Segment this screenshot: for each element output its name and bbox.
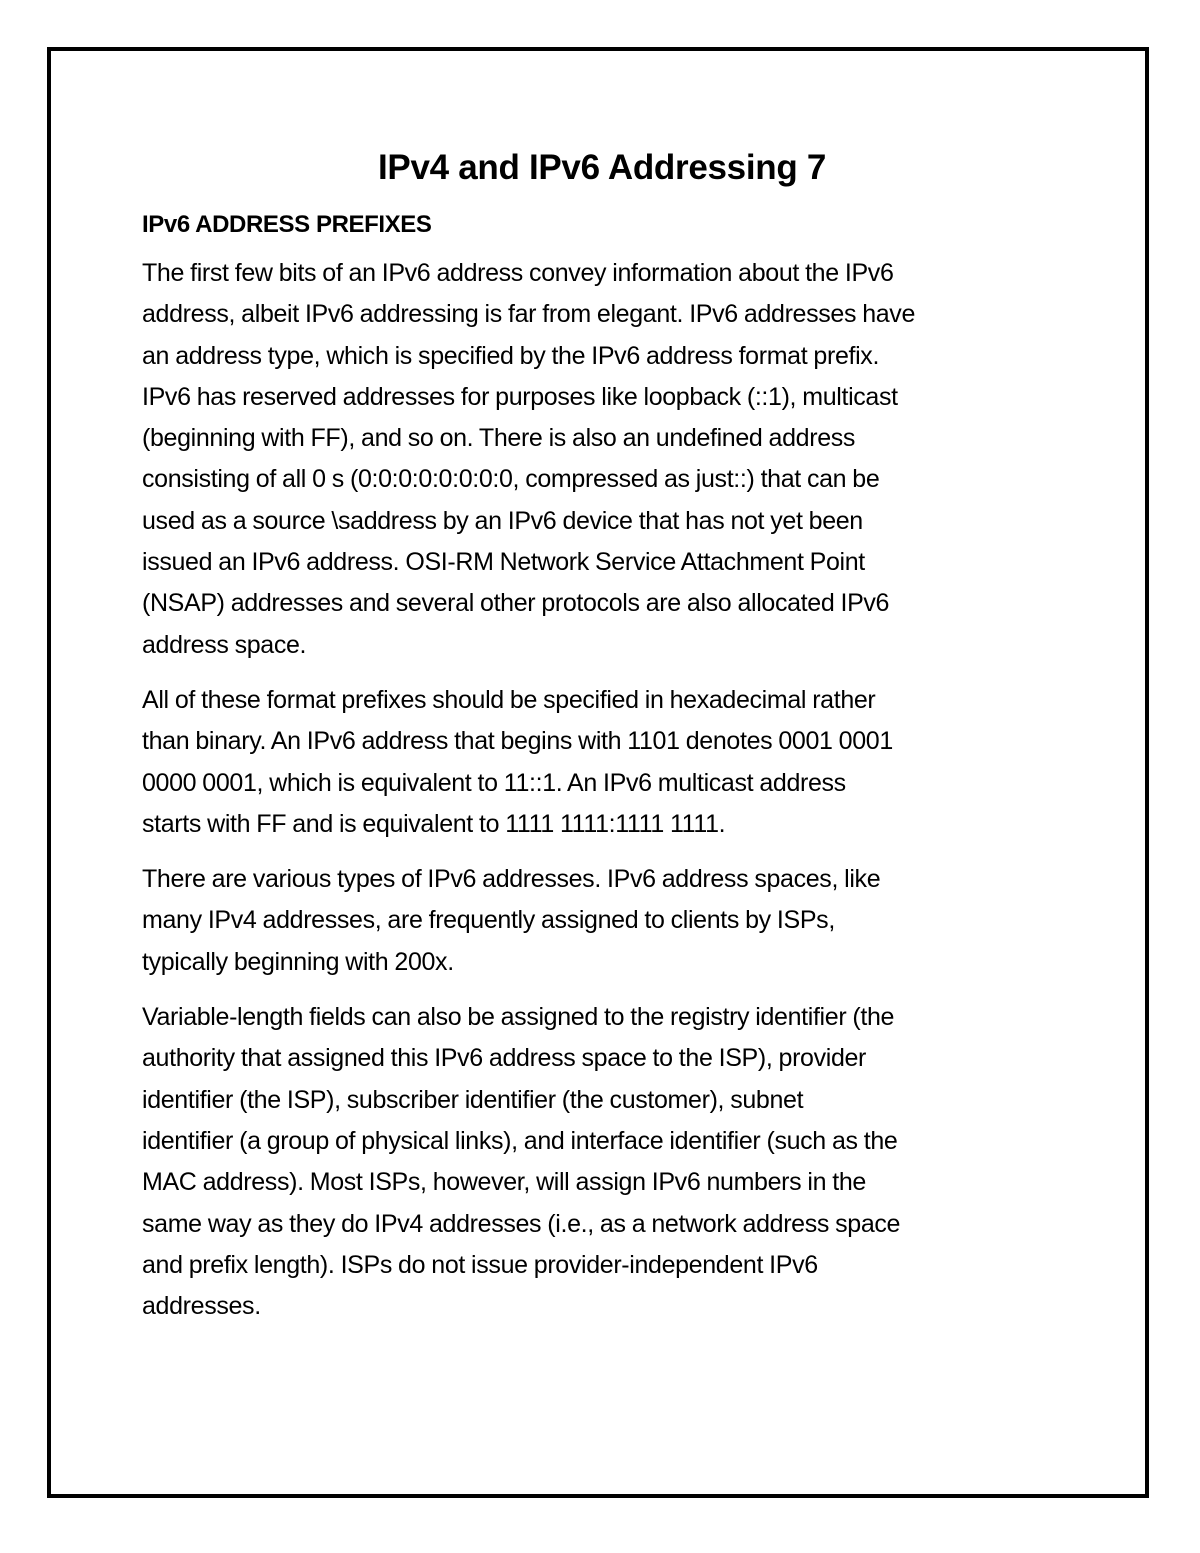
- text-line: All of these format prefixes should be specified in hexadecimal rather: [142, 685, 876, 714]
- text-line: There are various types of IPv6 addresses. IPv6 address spaces, like: [142, 865, 881, 894]
- text-line: identifier (a group of physical links), and interface identifier (such as the: [142, 1126, 898, 1155]
- text-line: IPv6 has reserved addresses for purposes like loopback (::1), multicast: [142, 382, 898, 411]
- text-line: same way as they do IPv4 addresses (i.e., as a network address space: [142, 1209, 901, 1238]
- text-line: Variable-length fields can also be assigned to the registry identifier (the: [142, 1003, 895, 1032]
- paragraph-intro: [142, 253, 1062, 666]
- text-line: addresses.: [142, 1292, 261, 1321]
- text-line: consisting of all 0 s (0:0:0:0:0:0:0:0, compressed as just::) that can be: [142, 465, 880, 494]
- section-heading: IPv6 ADDRESS PREFIXES: [142, 211, 432, 238]
- text-line: MAC address). Most ISPs, however, will assign IPv6 numbers in the: [142, 1168, 866, 1197]
- text-line: address space.: [142, 630, 307, 659]
- text-line: typically beginning with 200x.: [142, 947, 454, 976]
- text-line: used as a source \saddress by an IPv6 device that has not yet been: [142, 506, 863, 535]
- text-line: address, albeit IPv6 addressing is far from elegant. IPv6 addresses have: [142, 300, 916, 329]
- paragraph-variable-fields: [142, 997, 1062, 1327]
- text-line: starts with FF and is equivalent to 1111 1111:1111 1111.: [142, 809, 726, 838]
- text-line: issued an IPv6 address. OSI-RM Network Service Attachment Point: [142, 548, 865, 577]
- text-line: The first few bits of an IPv6 address convey information about the IPv6: [142, 259, 894, 287]
- document-body: [142, 140, 1062, 1327]
- text-line: than binary. An IPv6 address that begins with 1101 denotes 0001 0001: [142, 727, 893, 756]
- text-line: (beginning with FF), and so on. There is also an undefined address: [142, 424, 856, 453]
- paragraph-address-types: [142, 859, 1062, 983]
- text-line: identifier (the ISP), subscriber identifier (the customer), subnet: [142, 1085, 804, 1114]
- document-title: IPv4 and IPv6 Addressing 7: [377, 148, 827, 187]
- text-line: and prefix length). ISPs do not issue provider-independent IPv6: [142, 1250, 818, 1279]
- text-line: 0000 0001, which is equivalent to 11::1. An IPv6 multicast address: [142, 768, 846, 797]
- text-line: an address type, which is specified by the IPv6 address format prefix.: [142, 341, 880, 370]
- paragraph-format-prefixes: [142, 680, 1062, 845]
- text-line: many IPv4 addresses, are frequently assigned to clients by ISPs,: [142, 906, 835, 935]
- text-line: authority that assigned this IPv6 address space to the ISP), provider: [142, 1044, 867, 1073]
- text-line: (NSAP) addresses and several other protocols are also allocated IPv6: [142, 589, 890, 618]
